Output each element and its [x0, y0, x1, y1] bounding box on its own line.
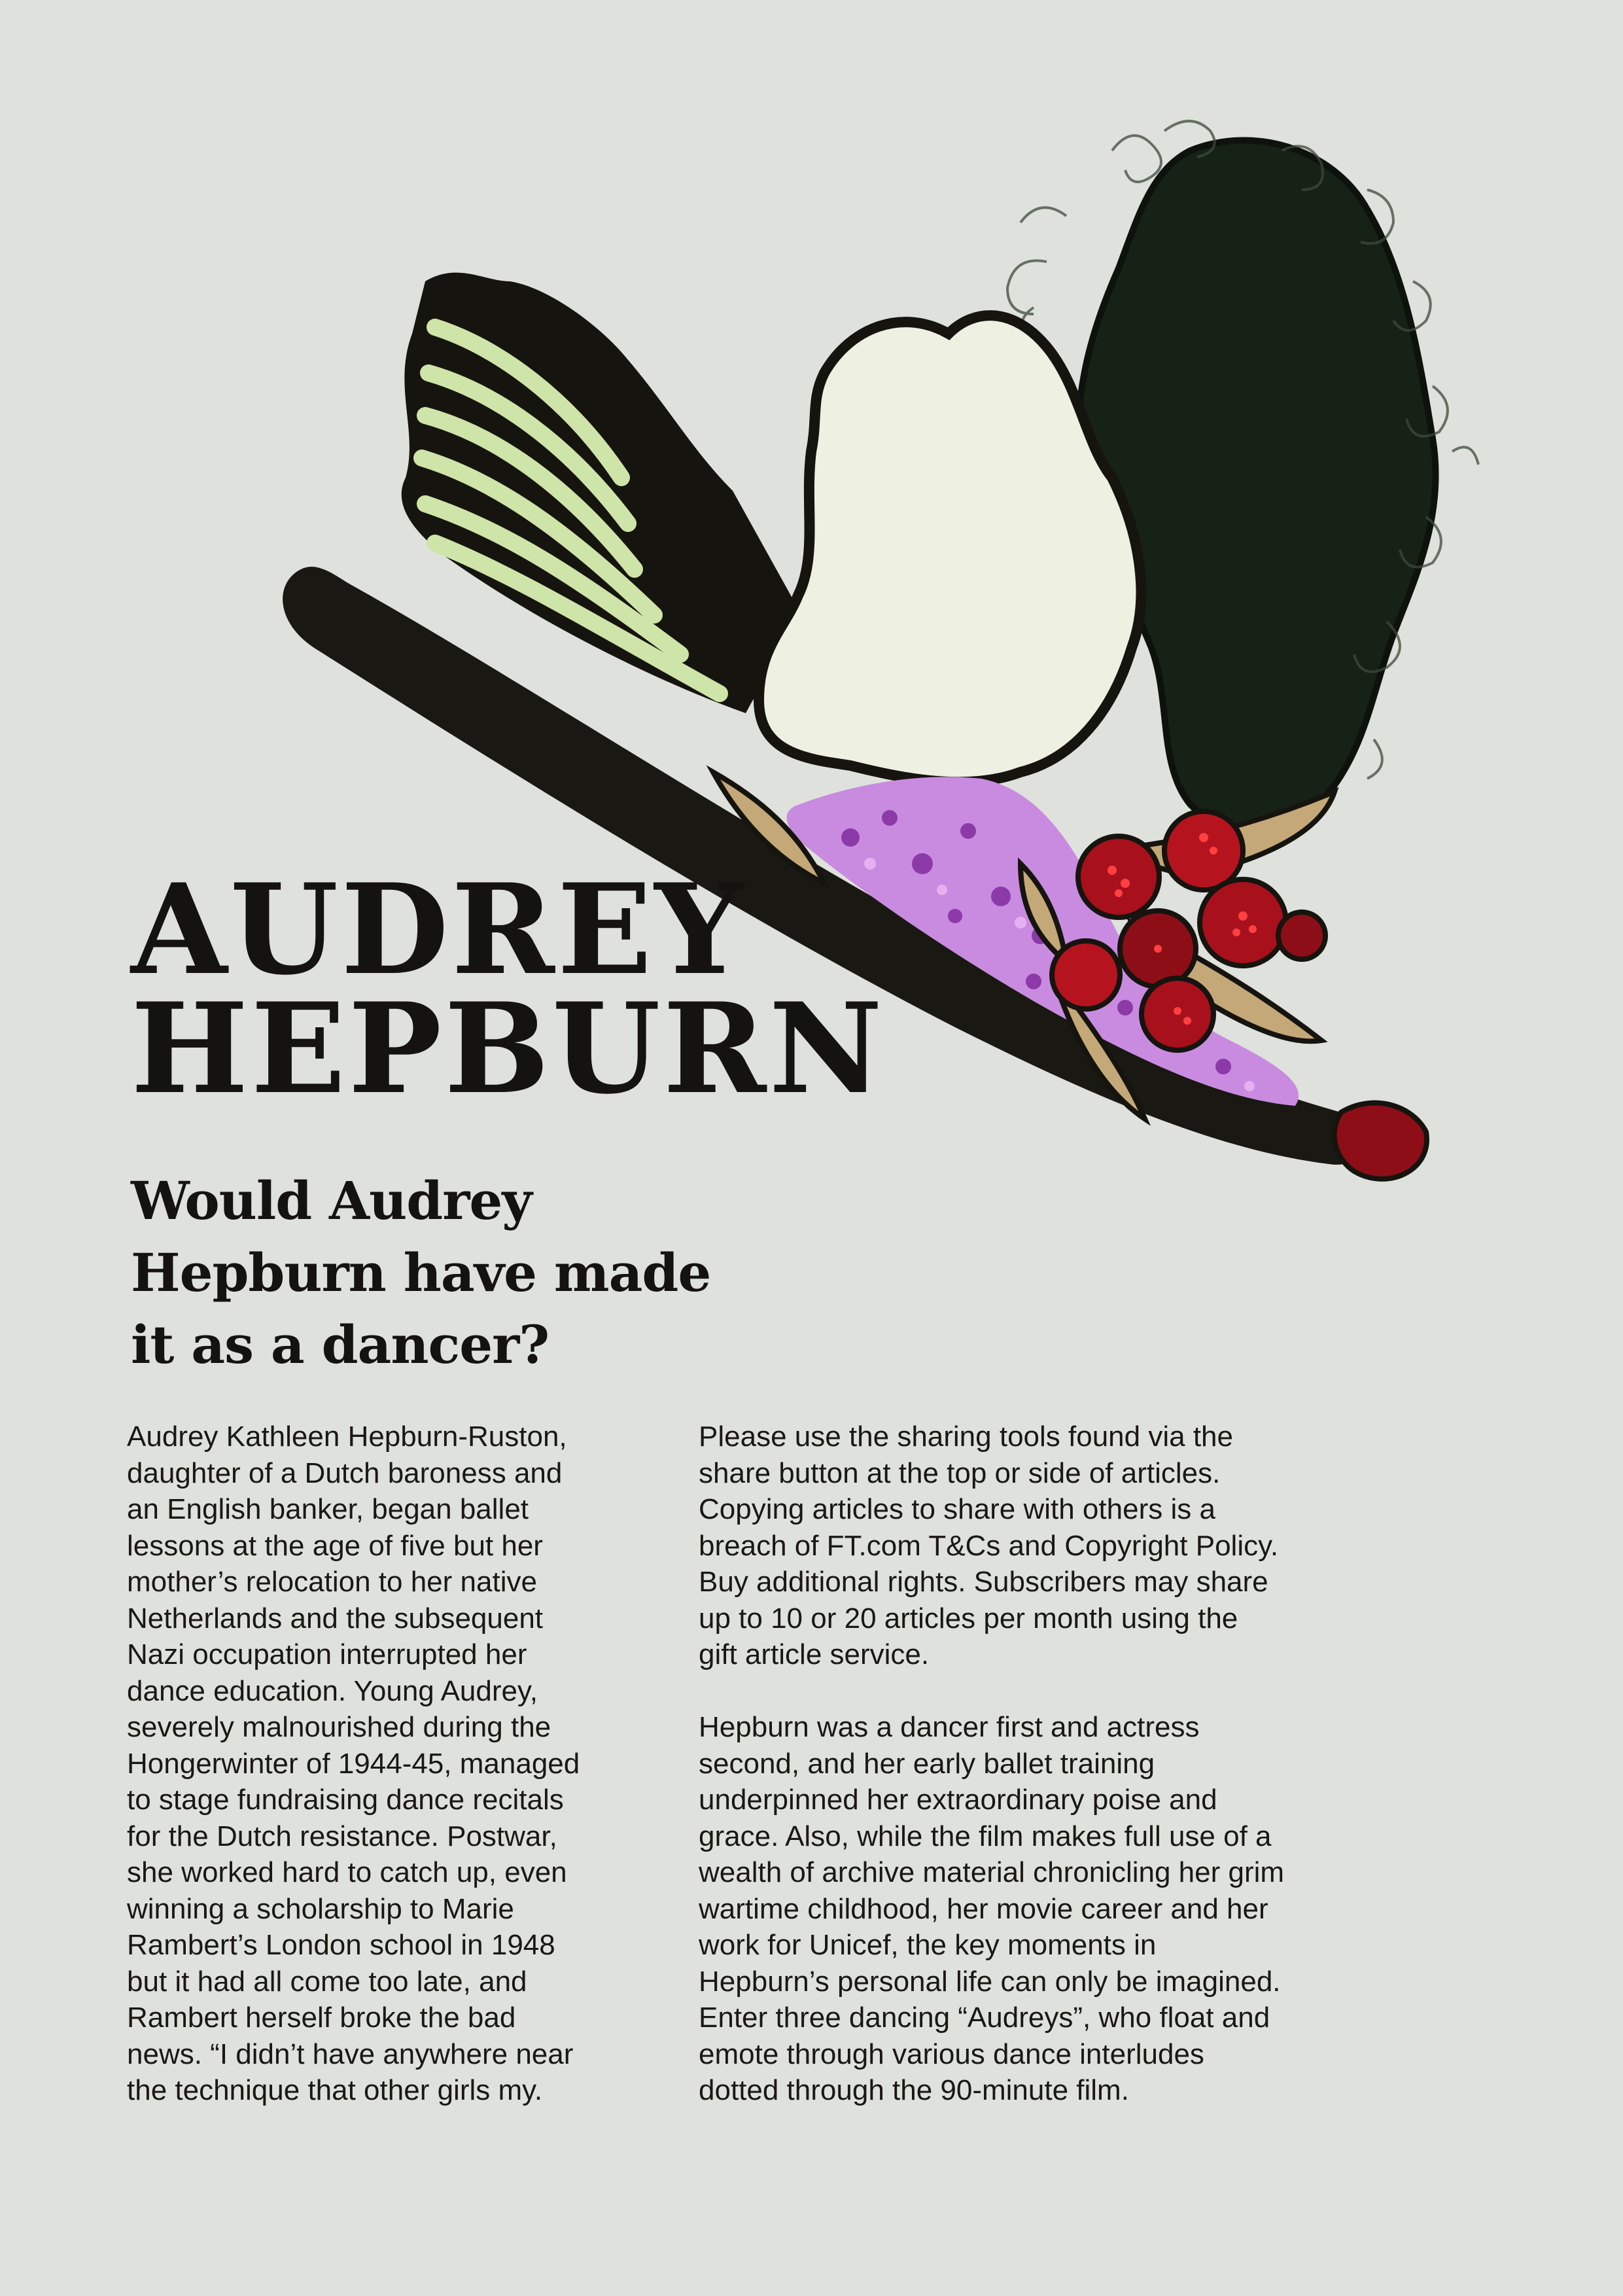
article-title — [131, 857, 886, 1122]
body-line: mother’s relocation to her native — [127, 1566, 537, 1598]
body-line: Nazi occupation interrupted her — [127, 1638, 527, 1670]
title-line-2: HEPBURN — [131, 976, 886, 1122]
body-line: Rambert herself broke the bad — [127, 2002, 516, 2034]
body-line: emote through various dance interludes — [699, 2038, 1204, 2070]
body-line: dance education. Young Audrey, — [127, 1674, 538, 1707]
body-line: but it had all come too late, and — [127, 1965, 527, 1998]
body-line: Hepburn’s personal life can only be imagined. — [699, 1965, 1281, 1998]
body-line: winning a scholarship to Marie — [127, 1892, 514, 1925]
body-column-left — [127, 1419, 624, 2109]
body-line: Rambert’s London school in 1948 — [127, 1929, 555, 1961]
body-line: Copying articles to share with others is a — [699, 1493, 1215, 1525]
body-line: she worked hard to catch up, even — [127, 1856, 567, 1888]
body-line: Netherlands and the subsequent — [127, 1602, 544, 1634]
article-subtitle — [131, 1165, 720, 1381]
body-line: Buy additional rights. Subscribers may share — [699, 1566, 1268, 1598]
body-line: second, and her early ballet training — [699, 1747, 1155, 1780]
body-line: news. “I didn’t have anywhere near — [127, 2038, 574, 2070]
body-column-right — [699, 1419, 1353, 2109]
body-line: Hepburn was a dancer first and actress — [699, 1711, 1200, 1743]
subtitle-line-2: Hepburn have made — [131, 1242, 711, 1303]
body-line: daughter of a Dutch baroness and — [127, 1457, 563, 1489]
body-line: lessons at the age of five but her — [127, 1529, 543, 1562]
body-line: up to 10 or 20 articles per month using the — [699, 1602, 1238, 1634]
body-line: dotted through the 90-minute film. — [699, 2074, 1129, 2106]
body-line: gift article service. — [699, 1638, 930, 1670]
body-line: for the Dutch resistance. Postwar, — [127, 1820, 557, 1852]
body-line: the technique that other girls my. — [127, 2074, 543, 2106]
body-line: grace. Also, while the film makes full use of a — [699, 1820, 1272, 1852]
body-line: Audrey Kathleen Hepburn-Ruston, — [127, 1421, 567, 1453]
body-line: wartime childhood, her movie career and her — [699, 1892, 1268, 1925]
body-line: Hongerwinter of 1944-45, managed — [127, 1747, 580, 1780]
body-line: to stage fundraising dance recitals — [127, 1784, 564, 1816]
body-line: wealth of archive material chronicling her grim — [699, 1856, 1285, 1888]
body-line: Please use the sharing tools found via the — [699, 1421, 1233, 1453]
subtitle-line-3: it as a dancer? — [131, 1314, 550, 1375]
paragraph-gap — [699, 1673, 1353, 1710]
body-line: underpinned her extraordinary poise and — [699, 1784, 1217, 1816]
body-line: breach of FT.com T&Cs and Copyright Policy. — [699, 1529, 1279, 1562]
body-line: work for Unicef, the key moments in — [699, 1929, 1157, 1961]
subtitle-line-1: Would Audrey — [131, 1170, 532, 1231]
body-line: Enter three dancing “Audreys”, who float and — [699, 2002, 1270, 2034]
title-line-1: AUDREY — [131, 857, 746, 1002]
body-line: severely malnourished during the — [127, 1711, 551, 1743]
striped-crown — [402, 273, 798, 713]
body-line: share button at the top or side of articles. — [699, 1457, 1221, 1489]
body-line: an English banker, began ballet — [127, 1493, 529, 1525]
hat-illustration — [262, 111, 1531, 1315]
